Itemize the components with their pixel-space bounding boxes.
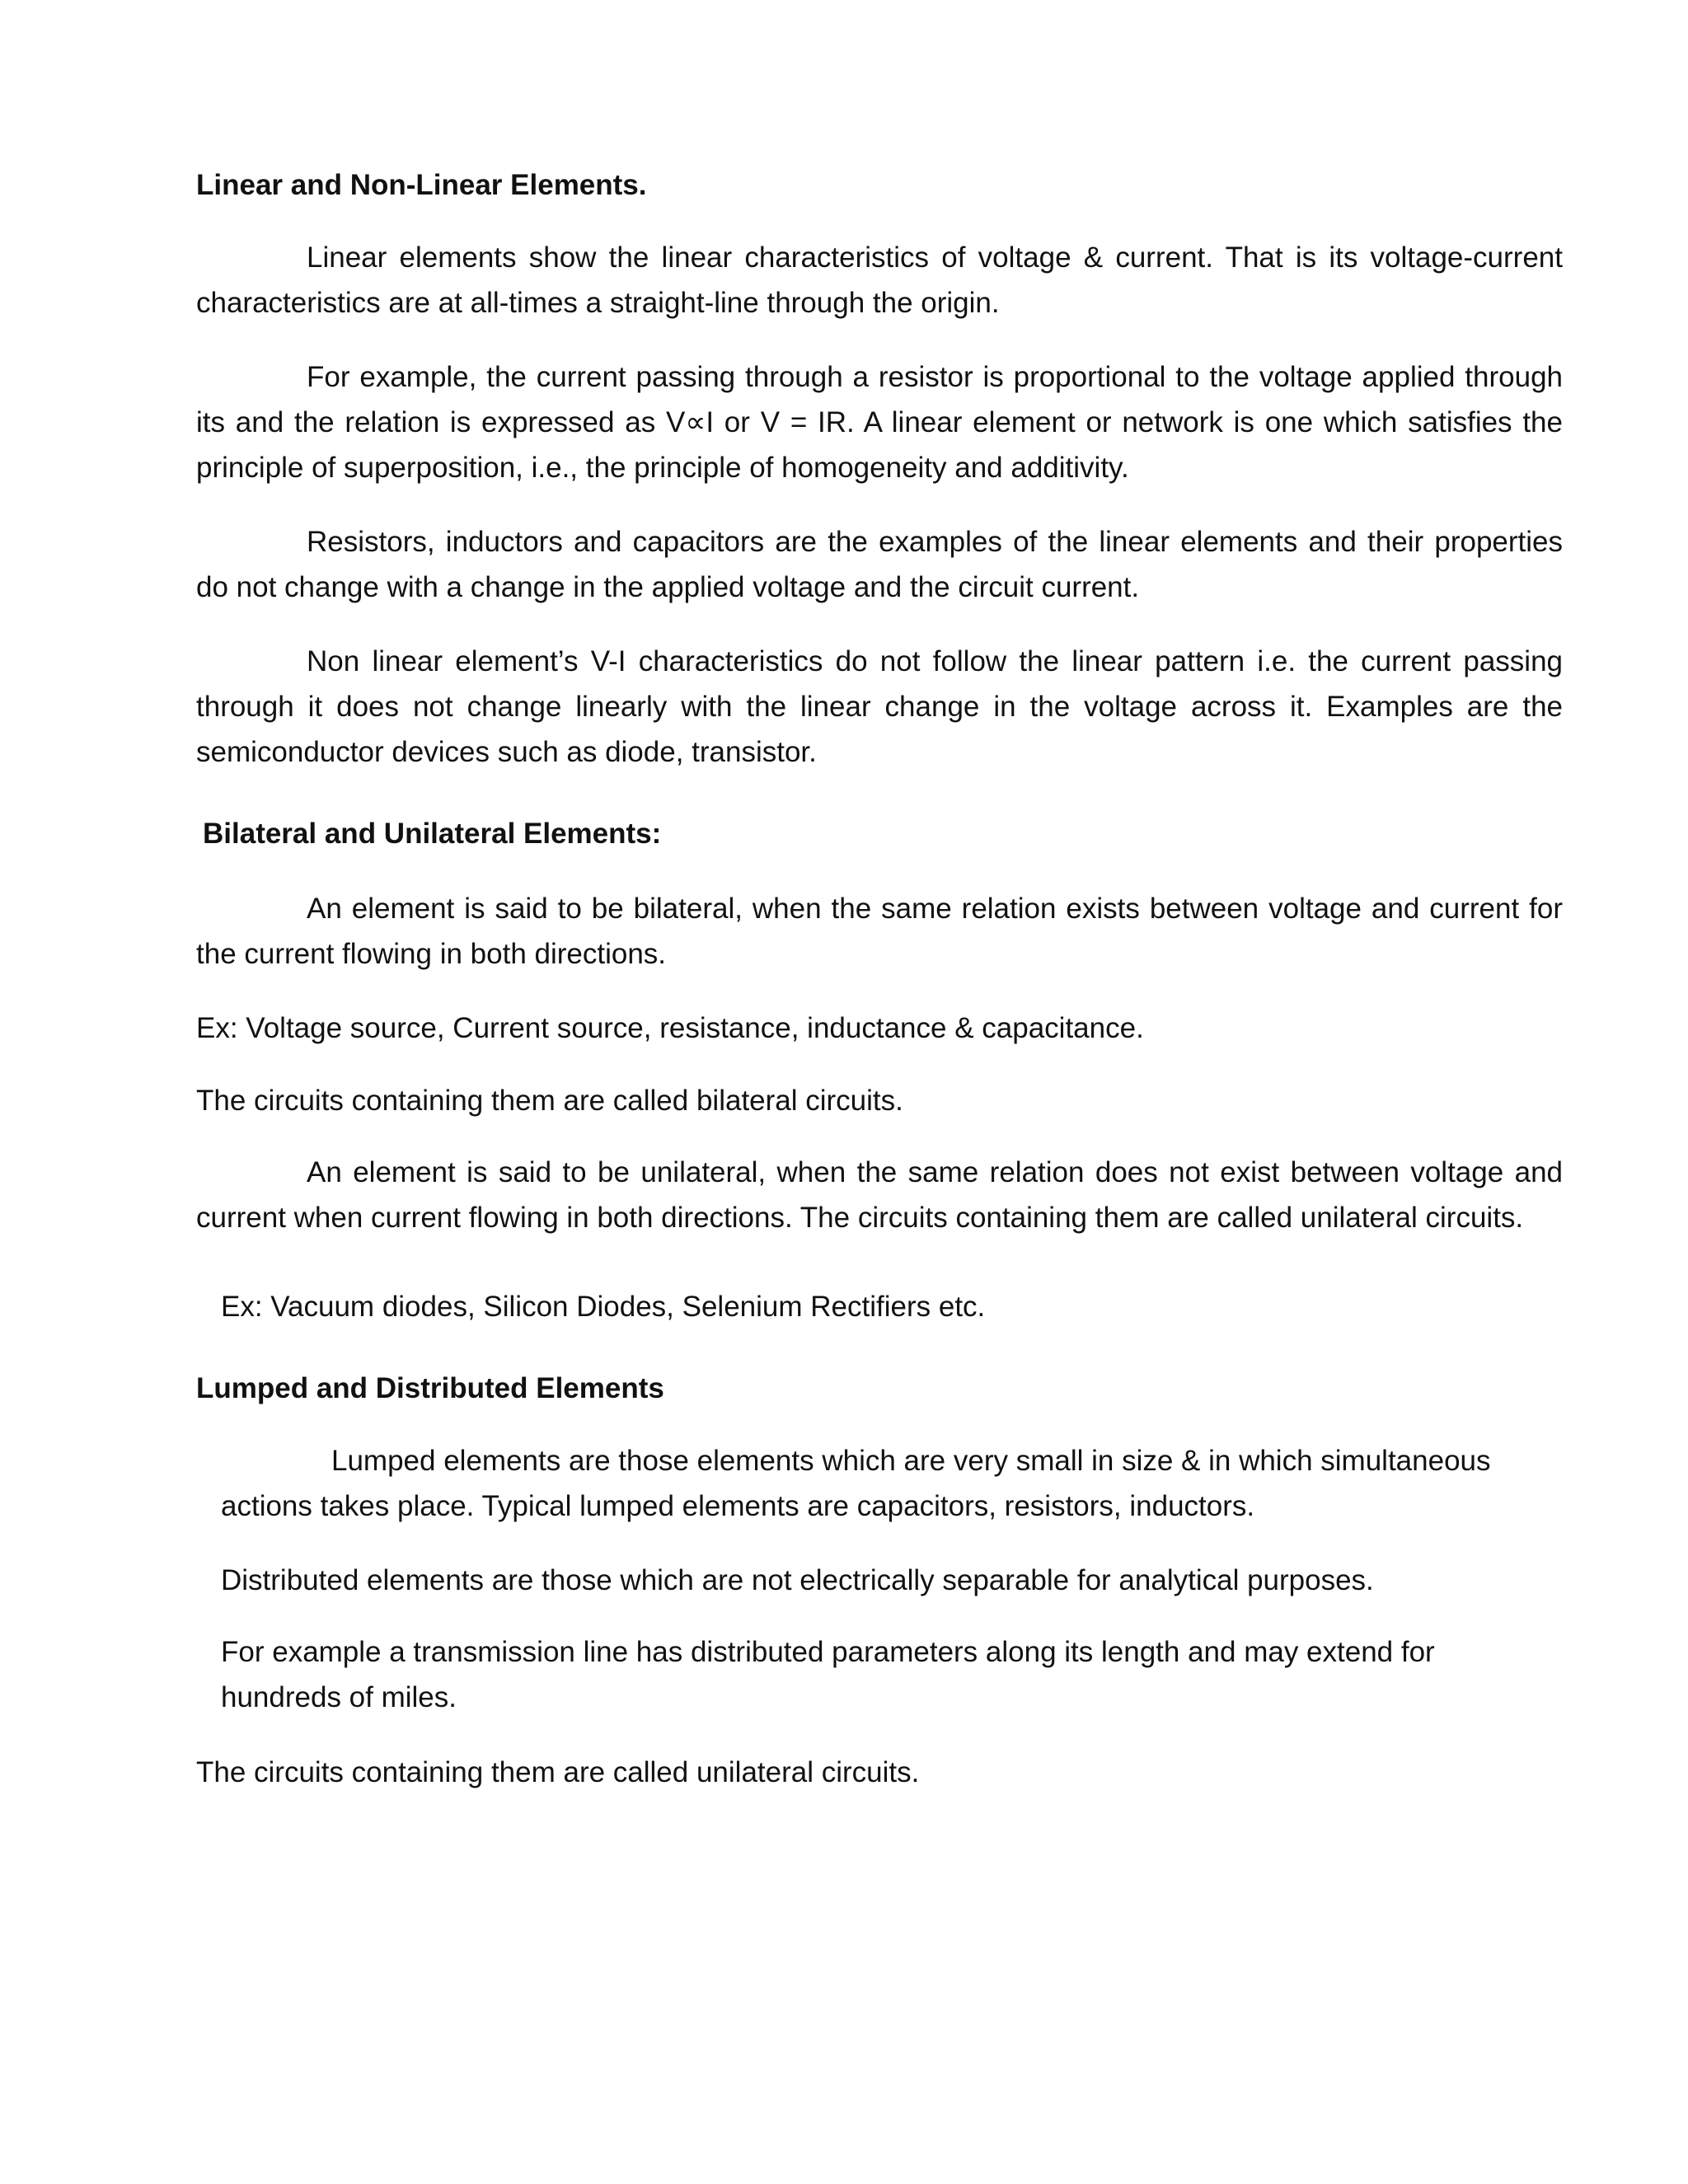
paragraph-unilateral-definition: An element is said to be unilateral, when the same relation does not exist between voltage and current when current flowing in both directions. The circuits containing them are called unilateral circuits. (196, 1156, 1563, 1234)
paragraph-linear-example: For example, the current passing through a resistor is proportional to the voltage applied through its and the relation is expressed as V∝I or V = IR. A linear element or network is one which satisfies the principle of superposition, i.e., the principle of homogeneity and additivity. (196, 361, 1563, 484)
paragraph-unilateral-circuits-closing: The circuits containing them are called unilateral circuits. (196, 1756, 920, 1788)
paragraph-unilateral-examples: Ex: Vacuum diodes, Silicon Diodes, Selenium Rectifiers etc. (221, 1291, 986, 1323)
paragraph-linear-examples-rlc: Resistors, inductors and capacitors are the examples of the linear elements and their properties do not change with a change in the applied voltage and the circuit current. (196, 526, 1563, 603)
paragraph-linear-definition: Linear elements show the linear characteristics of voltage & current. That is its voltage-current characteristics are at all-times a straight-line through the origin. (196, 241, 1563, 319)
section-heading-bilateral: Bilateral and Unilateral Elements: (203, 818, 662, 850)
paragraph-transmission-line-example: For example a transmission line has distributed parameters along its length and may extend for hundreds of miles. (221, 1636, 1435, 1713)
paragraph-bilateral-examples: Ex: Voltage source, Current source, resistance, inductance & capacitance. (196, 1012, 1144, 1044)
paragraph-distributed-definition: Distributed elements are those which are not electrically separable for analytical purposes. (221, 1564, 1374, 1596)
section-heading-lumped: Lumped and Distributed Elements (196, 1372, 664, 1404)
section-heading-linear: Linear and Non-Linear Elements. (196, 169, 647, 201)
paragraph-nonlinear-definition: Non linear element’s V-I characteristics do not follow the linear pattern i.e. the current passing through it does not change linearly with the linear change in the voltage across it. Examples are the semiconductor devices such as diode, transistor. (196, 645, 1563, 768)
paragraph-bilateral-definition: An element is said to be bilateral, when the same relation exists between voltage and current for the current flowing in both directions. (196, 893, 1563, 970)
paragraph-lumped-definition: Lumped elements are those elements which are very small in size & in which simultaneous actions takes place. Typical lumped elements are capacitors, resistors, inductors. (221, 1445, 1491, 1522)
paragraph-bilateral-circuits: The circuits containing them are called bilateral circuits. (196, 1085, 903, 1117)
